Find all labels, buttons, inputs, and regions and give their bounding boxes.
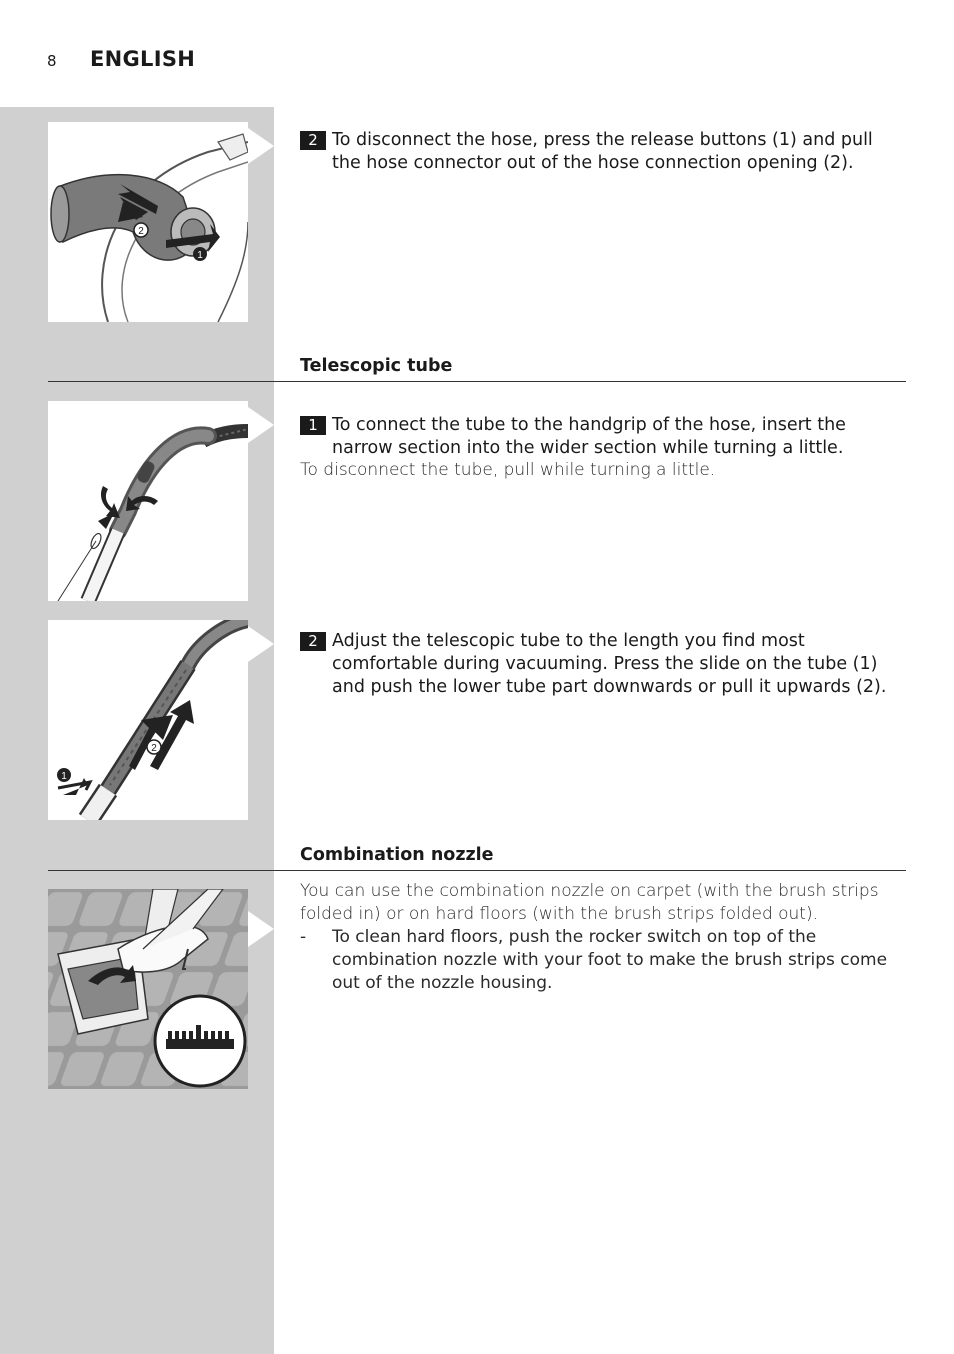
tube-step-1-note: To disconnect the tube, pull while turning a little. [300, 460, 716, 480]
figure-combination-nozzle [48, 889, 248, 1089]
tube-step-1 [300, 414, 906, 460]
step-text: Adjust the telescopic tube to the length you find most comfortable during vacuuming. Press the slide on the tube (1) and push the lower tube part downwards or pull it upwards (2). [332, 631, 887, 697]
figure-hose-disconnect [48, 122, 248, 322]
figure-pointer [248, 407, 274, 443]
step-text: To connect the tube to the handgrip of the hose, insert the narrow section into the wider section while turning a little. [332, 415, 846, 458]
step-number-badge: 2 [300, 632, 326, 651]
figure-pointer [248, 626, 274, 662]
figure-tube-adjust [48, 620, 248, 820]
callout-1-label: 1 [61, 771, 67, 782]
tube-step-2 [300, 630, 906, 699]
bullet-marker: - [300, 927, 307, 947]
callout-2-label: 2 [151, 743, 157, 754]
figure-pointer [248, 128, 274, 164]
step-number-badge: 1 [300, 416, 326, 435]
bullet-text: To clean hard floors, push the rocker switch on top of the combination nozzle with your foot to make the brush strips come out of the nozzle housing. [332, 927, 888, 993]
section-divider [48, 870, 906, 871]
section-divider [48, 381, 906, 382]
heading-telescopic-tube: Telescopic tube [300, 356, 453, 376]
hose-step-2 [300, 129, 906, 175]
callout-2-label: 2 [138, 226, 144, 237]
nozzle-intro: You can use the combination nozzle on carpet (with the brush strips folded in) or on hard floors (with the brush strips folded out). [300, 881, 879, 924]
page-number: 8 [47, 52, 57, 70]
heading-combination-nozzle: Combination nozzle [300, 845, 494, 865]
nozzle-bullet [300, 926, 906, 995]
callout-1-label: 1 [197, 250, 203, 261]
step-number-badge: 2 [300, 131, 326, 150]
language-title: ENGLISH [90, 47, 196, 71]
step-text: To disconnect the hose, press the release buttons (1) and pull the hose connector out of the hose connection opening (2). [332, 130, 873, 173]
figure-pointer [248, 911, 274, 947]
figure-tube-connect [48, 401, 248, 601]
